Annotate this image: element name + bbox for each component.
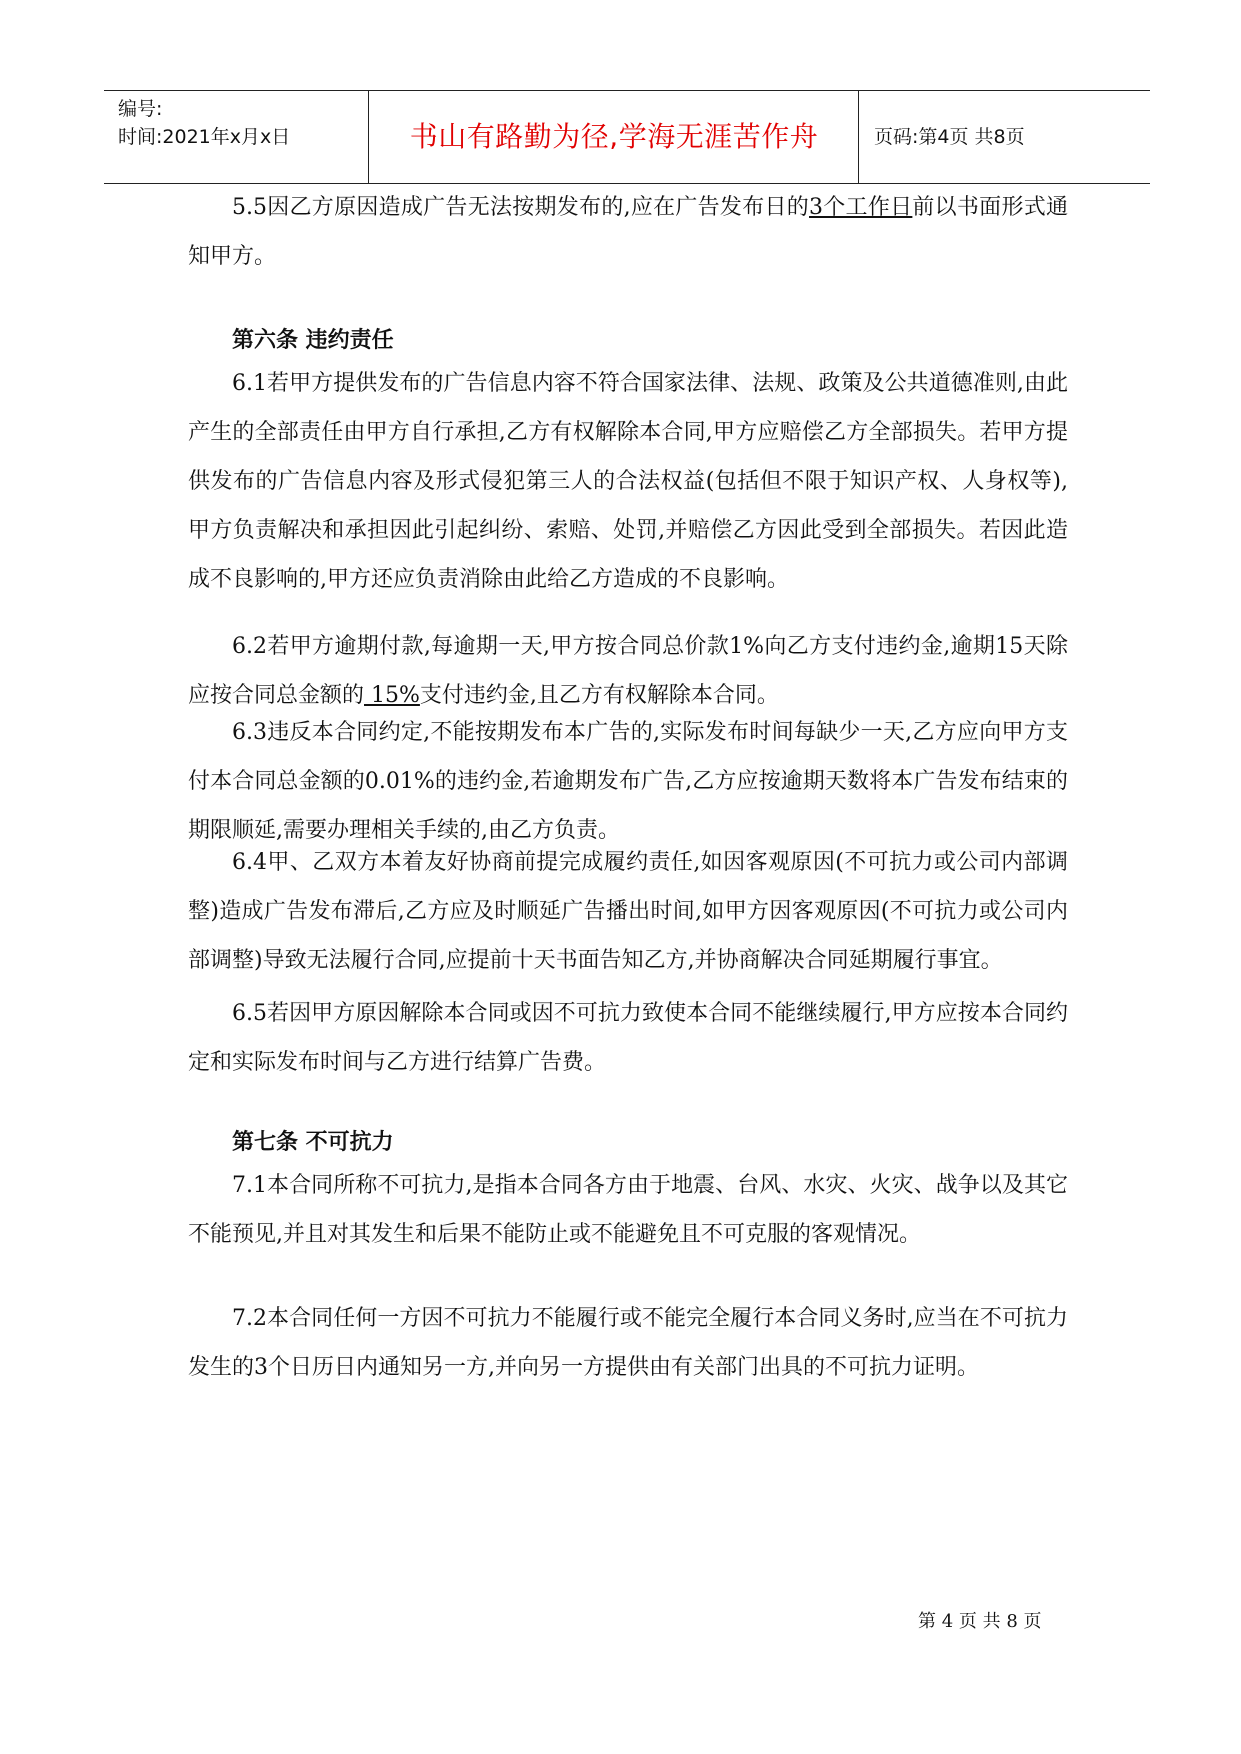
document-number-label: 编号: xyxy=(118,98,163,120)
article-6-heading: 第六条 违约责任 xyxy=(232,328,394,353)
clause-6-4: 6.4甲、乙双方本着友好协商前提完成履约责任,如因客观原因(不可抗力或公司内部调整)造成广告发布滞后,乙方应及时顺延广告播出时间,如甲方因客观原因(不可抗力或公司内部调整)导致无法履行合同,应提前十天书面告知乙方,并协商解决合同延期履行事宜。 xyxy=(188,850,1068,973)
header-divider-left xyxy=(368,91,369,183)
clause-6-1: 6.1若甲方提供发布的广告信息内容不符合国家法律、法规、政策及公共道德准则,由此产生的全部责任由甲方自行承担,乙方有权解除本合同,甲方应赔偿乙方全部损失。若甲方提供发布的广告信息内容及形式侵犯第三人的合法权益(包括但不限于知识产权、人身权等),甲方负责解决和承担因此引起纠纷、索赔、处罚,并赔偿乙方因此受到全部损失。若因此造成不良影响的,甲方还应负责消除由此给乙方造成的不良影响。 xyxy=(188,371,1068,592)
page-header xyxy=(104,90,1150,184)
clause-5-5 xyxy=(188,183,1068,281)
clause-6-5: 6.5若因甲方原因解除本合同或因不可抗力致使本合同不能继续履行,甲方应按本合同约定和实际发布时间与乙方进行结算广告费。 xyxy=(188,1001,1068,1075)
header-page-label: 页码:第4页 共8页 xyxy=(874,126,1025,148)
article-7-heading: 第七条 不可抗力 xyxy=(232,1130,394,1155)
clause-6-3: 6.3违反本合同约定,不能按期发布本广告的,实际发布时间每缺少一天,乙方应向甲方支付本合同总金额的0.01%的违约金,若逾期发布广告,乙方应按逾期天数将本广告发布结束的期限顺延,需要办理相关手续的,由乙方负责。 xyxy=(188,720,1068,843)
clause-6-2-text-a: 6.2若甲方逾期付款,每逾期一天,甲方按合同总价款1%向乙方支付违约金,逾期15天除应按合同总金额的 xyxy=(188,634,1068,708)
clause-7-2: 7.2本合同任何一方因不可抗力不能履行或不能完全履行本合同义务时,应当在不可抗力发生的3个日历日内通知另一方,并向另一方提供由有关部门出具的不可抗力证明。 xyxy=(188,1306,1068,1380)
header-motto: 书山有路勤为径,学海无涯苦作舟 xyxy=(409,120,819,153)
header-meta xyxy=(118,95,368,151)
clause-5-5-underlined: 3个工作日 xyxy=(809,195,913,220)
clause-6-2-underlined: 15% xyxy=(364,683,420,708)
clause-6-2-text-b: 支付违约金,且乙方有权解除本合同。 xyxy=(419,683,779,708)
clause-5-5-text-b: 前以书面形式通知甲方。 xyxy=(188,195,1068,269)
clause-7-1: 7.1本合同所称不可抗力,是指本合同各方由于地震、台风、水灾、火灾、战争以及其它不能预见,并且对其发生和后果不能防止或不能避免且不可克服的客观情况。 xyxy=(188,1173,1068,1247)
header-divider-right xyxy=(858,91,859,183)
clause-5-5-text-a: 5.5因乙方原因造成广告无法按期发布的,应在广告发布日的 xyxy=(232,195,810,220)
clause-6-2 xyxy=(188,622,1068,720)
document-time-label: 时间:2021年x月x日 xyxy=(118,126,291,148)
page-footer: 第 4 页 共 8 页 xyxy=(918,1611,1042,1632)
